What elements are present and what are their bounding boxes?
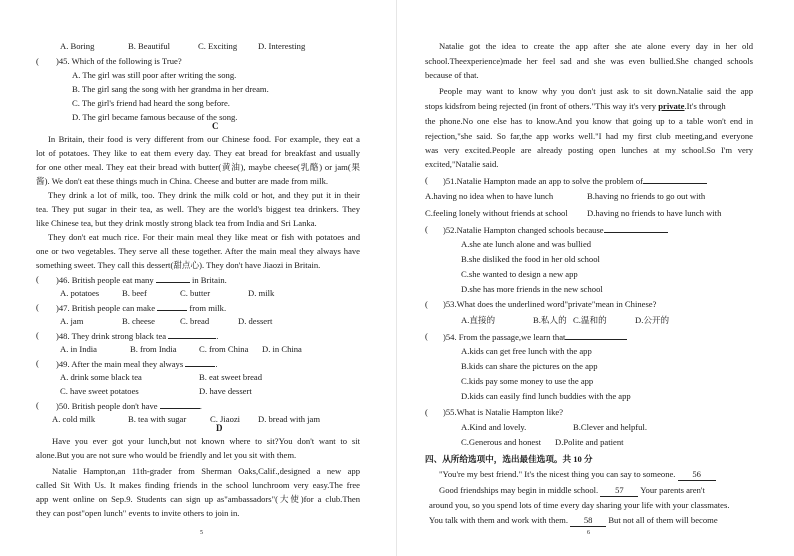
q47-blank bbox=[157, 302, 187, 311]
q51-option-b: B.having no friends to go out with bbox=[587, 191, 706, 201]
q50-option-d: D. bread with jam bbox=[258, 414, 321, 424]
q48-paren: ( bbox=[36, 330, 39, 340]
q44-option-a: A. Boring bbox=[60, 41, 95, 51]
q46-option-d: D. milk bbox=[248, 288, 275, 298]
passage-d-cont-line-1: Natalie got the idea to create the app after she ate alone every day in her old bbox=[439, 41, 753, 51]
passage-d-cont-line-2: school.Theexperience)made her feel sad and she was even bullied.She changed schools bbox=[425, 56, 753, 66]
passage-c-line-8: They don't eat much rice. For their main meal they like meat or fish with potatoes and bbox=[48, 232, 360, 242]
q46-paren: ( bbox=[36, 274, 39, 284]
section-d-heading: D bbox=[216, 423, 223, 433]
q46-blank bbox=[156, 274, 190, 283]
passage-c-line-4: 酱). We don't eat these things much in China. Cheese and butter are made from milk. bbox=[36, 176, 329, 186]
cloze-line-4-pre: You talk with them and work with them. bbox=[429, 515, 569, 525]
passage-c-line-1: In Britain, their food is very different from our Chinese food. For example, they eat a bbox=[48, 134, 360, 144]
q54-option-b: B.kids can share the pictures on the app bbox=[461, 361, 598, 371]
cloze-line-2-post: Your parents aren't bbox=[640, 485, 705, 495]
passage-c-line-9: one or two vegetables. They serve all these together. After the main meal they always have bbox=[36, 246, 360, 256]
q44-option-d: D. Interesting bbox=[258, 41, 306, 51]
passage-d-cont-line-3: because of that. bbox=[425, 70, 479, 80]
q52-paren: ( bbox=[425, 224, 428, 234]
q51-option-d: D.having no friends to have lunch with bbox=[587, 208, 722, 218]
q48-stem: )48. They drink strong black tea bbox=[56, 331, 167, 341]
q48-option-c: C. from China bbox=[199, 344, 249, 354]
q55-option-c: C.Generous and honest bbox=[461, 437, 541, 447]
q50-question bbox=[56, 400, 202, 412]
q51-question bbox=[443, 175, 707, 187]
q53-option-c: C.温和的 bbox=[573, 315, 607, 325]
q54-option-d: D.kids can easily find lunch buddies with the app bbox=[461, 391, 631, 401]
q46-stem-end: in Britain. bbox=[191, 275, 227, 285]
q53-stem: )53.What does the underlined word"private"mean in Chinese? bbox=[443, 299, 657, 309]
q46-question bbox=[56, 274, 227, 286]
page-number: 5 bbox=[200, 530, 203, 536]
q54-option-a: A.kids can get free lunch with the app bbox=[461, 346, 592, 356]
underlined-word-private: private bbox=[658, 101, 685, 111]
q48-question bbox=[56, 330, 218, 342]
q52-option-c: C.she wanted to design a new app bbox=[461, 269, 578, 279]
cloze-line-4-post: But not all of them will become bbox=[608, 515, 718, 525]
passage-c-line-5: They drink a lot of milk, too. They drink the milk cold or hot, and they put it in their bbox=[48, 190, 360, 200]
q49-stem-end: . bbox=[215, 359, 218, 369]
passage-line-5-a: stops kidsfrom being rejected (in front of others."This way it's very bbox=[425, 101, 657, 111]
q55-option-b: B.Clever and helpful. bbox=[573, 422, 647, 432]
passage-c-line-6: tea. They put sugar in their tea, as well. They are the world's biggest tea drinkers. They bbox=[36, 204, 360, 214]
q55-paren: ( bbox=[425, 407, 428, 417]
cloze-blank-58: 58 bbox=[570, 515, 606, 527]
q49-option-b: B. eat sweet bread bbox=[199, 372, 262, 382]
right-page bbox=[397, 0, 794, 556]
q51-blank bbox=[643, 175, 707, 184]
passage-d-cont-line-7: rejection,"she said. So far,the app works well."I had my first club meeting,and everyone bbox=[425, 131, 753, 141]
cloze-line-2 bbox=[439, 485, 705, 497]
q53-paren: ( bbox=[425, 299, 428, 309]
q46-stem: )46. British people eat many bbox=[56, 275, 154, 285]
q47-paren: ( bbox=[36, 302, 39, 312]
q51-stem: )51.Natalie Hampton made an app to solve the problem of bbox=[443, 176, 643, 186]
cloze-line-2-pre: Good friendships may begin in middle school. bbox=[439, 485, 599, 495]
q48-blank bbox=[168, 330, 219, 341]
page-number: 6 bbox=[587, 530, 590, 536]
q53-option-d: D.公开的 bbox=[635, 315, 670, 325]
q50-option-a: A. cold milk bbox=[52, 414, 96, 424]
q45-stem: )45. Which of the following is True? bbox=[56, 56, 182, 66]
q52-option-a: A.she ate lunch alone and was bullied bbox=[461, 239, 592, 249]
q48-option-d: D. in China bbox=[262, 344, 302, 354]
q45-option-d: D. The girl became famous because of the song. bbox=[72, 112, 238, 122]
cloze-line-3: around you, so you spend lots of time every day sharing your life with your classmates. bbox=[429, 500, 730, 510]
passage-d-cont-line-5 bbox=[425, 101, 753, 112]
passage-d-line-4: called Sit With Us. It makes finding friends in the school lunchroom very easy.The free bbox=[36, 480, 360, 490]
q47-option-d: D. dessert bbox=[238, 316, 273, 326]
passage-d-line-6: they can post"open lunch" events to invite others to join in. bbox=[36, 508, 240, 518]
passage-c-line-2: lot of potatoes. They like to eat them every day. They eat bread for breakfast and usually bbox=[36, 148, 360, 158]
passage-d-cont-line-6: the phone.No one else has to know.And you know that going up to a table won't end in bbox=[425, 116, 753, 126]
passage-c-line-7: like Chinese tea, but they drink mostly strong black tea from India and Sri Lanka. bbox=[36, 218, 317, 228]
section-4-heading: 四、从所给选项中，选出最佳选项。共 10 分 bbox=[425, 454, 593, 464]
q48-option-a: A. in India bbox=[60, 344, 97, 354]
q46-option-c: C. butter bbox=[180, 288, 211, 298]
q54-blank bbox=[565, 331, 627, 340]
passage-d-cont-line-8: was very excited.People are already posting open lunches at my school.So I'm very bbox=[425, 145, 753, 155]
q46-option-b: B. beef bbox=[122, 288, 147, 298]
q52-stem: )52.Natalie Hampton changed schools because bbox=[443, 225, 604, 235]
q50-stem-end: . bbox=[199, 401, 202, 411]
passage-line-5-b: .It's through bbox=[684, 101, 726, 111]
passage-d-line-2: alone.But you are not sure who would be friendly and let you sit with them. bbox=[36, 450, 297, 460]
q49-question bbox=[56, 358, 218, 370]
q49-stem: )49. After the main meal they always bbox=[56, 359, 184, 369]
q47-stem: )47. British people can make bbox=[56, 303, 156, 313]
q49-option-d: D. have dessert bbox=[199, 386, 252, 396]
passage-c-line-3: for one other meal. They eat their bread with butter(黄油), maybe cheese(乳酪) or jam(果 bbox=[36, 162, 360, 172]
q50-paren: ( bbox=[36, 400, 39, 410]
q44-option-c: C. Exciting bbox=[198, 41, 238, 51]
q49-blank bbox=[185, 358, 218, 369]
q55-stem: )55.What is Natalie Hampton like? bbox=[443, 407, 564, 417]
q55-option-d: D.Polite and patient bbox=[555, 437, 624, 447]
passage-c-line-10: something sweet. They call this dessert(甜点心). They don't have Jiaozi in Britain. bbox=[36, 260, 321, 270]
cloze-line-4 bbox=[429, 515, 718, 527]
q52-question bbox=[443, 224, 668, 236]
passage-d-line-3: Natalie Hampton,an 11th-grader from Sherman Oaks,Calif.,designed a new app bbox=[52, 466, 360, 476]
q51-option-c: C.feeling lonely without friends at school bbox=[425, 208, 568, 218]
q53-option-b: B.私人的 bbox=[533, 315, 567, 325]
q49-paren: ( bbox=[36, 358, 39, 368]
cloze-line-1 bbox=[439, 469, 716, 481]
cloze-blank-56: 56 bbox=[678, 469, 716, 481]
q50-blank bbox=[160, 400, 200, 409]
q50-stem: )50. British people don't have bbox=[56, 401, 158, 411]
q52-option-d: D.she has more friends in the new school bbox=[461, 284, 603, 294]
q49-option-c: C. have sweet potatoes bbox=[60, 386, 139, 396]
q54-option-c: C.kids pay some money to use the app bbox=[461, 376, 594, 386]
q47-option-c: C. bread bbox=[180, 316, 210, 326]
section-c-heading: C bbox=[212, 121, 219, 131]
q46-option-a: A. potatoes bbox=[60, 288, 100, 298]
q45-option-b: B. The girl sang the song with her grandma in her dream. bbox=[72, 84, 269, 94]
q45-option-c: C. The girl's friend had heard the song before. bbox=[72, 98, 230, 108]
q47-option-a: A. jam bbox=[60, 316, 84, 326]
q48-option-b: B. from India bbox=[130, 344, 177, 354]
q50-option-c: C. Jiaozi bbox=[210, 414, 241, 424]
passage-d-line-1: Have you ever got your lunch,but not known where to sit?You don't want to sit bbox=[52, 436, 360, 446]
q47-option-b: B. cheese bbox=[122, 316, 155, 326]
q53-option-a: A.直接的 bbox=[461, 315, 496, 325]
q50-option-b: B. tea with sugar bbox=[128, 414, 187, 424]
q52-blank bbox=[604, 224, 668, 233]
passage-d-cont-line-4: People may want to know why you don't just ask to sit down.Natalie said the app bbox=[439, 86, 753, 96]
q48-stem-end: . bbox=[216, 331, 219, 341]
q47-question bbox=[56, 302, 226, 314]
q51-paren: ( bbox=[425, 175, 428, 185]
q55-option-a: A.Kind and lovely. bbox=[461, 422, 527, 432]
q44-option-b: B. Beautiful bbox=[128, 41, 171, 51]
passage-d-line-5: app went online on Sep.9. Students can sign up as"ambassadors"(大使)for a club.Then bbox=[36, 494, 360, 504]
cloze-blank-57: 57 bbox=[600, 485, 638, 497]
q49-option-a: A. drink some black tea bbox=[60, 372, 142, 382]
q45-option-a: A. The girl was still poor after writing the song. bbox=[72, 70, 237, 80]
q47-stem-end: from milk. bbox=[189, 303, 227, 313]
q54-stem: )54. From the passage,we learn that bbox=[443, 332, 566, 342]
q51-option-a: A.having no idea when to have lunch bbox=[425, 191, 554, 201]
cloze-line-1-text: "You're my best friend." It's the nicest thing you can say to someone. bbox=[439, 469, 676, 479]
q54-paren: ( bbox=[425, 331, 428, 341]
q54-question bbox=[443, 331, 627, 343]
q52-option-b: B.she disliked the food in her old school bbox=[461, 254, 600, 264]
passage-d-cont-line-9: excited,"Natalie said. bbox=[425, 159, 499, 169]
q45-paren: ( bbox=[36, 56, 39, 66]
